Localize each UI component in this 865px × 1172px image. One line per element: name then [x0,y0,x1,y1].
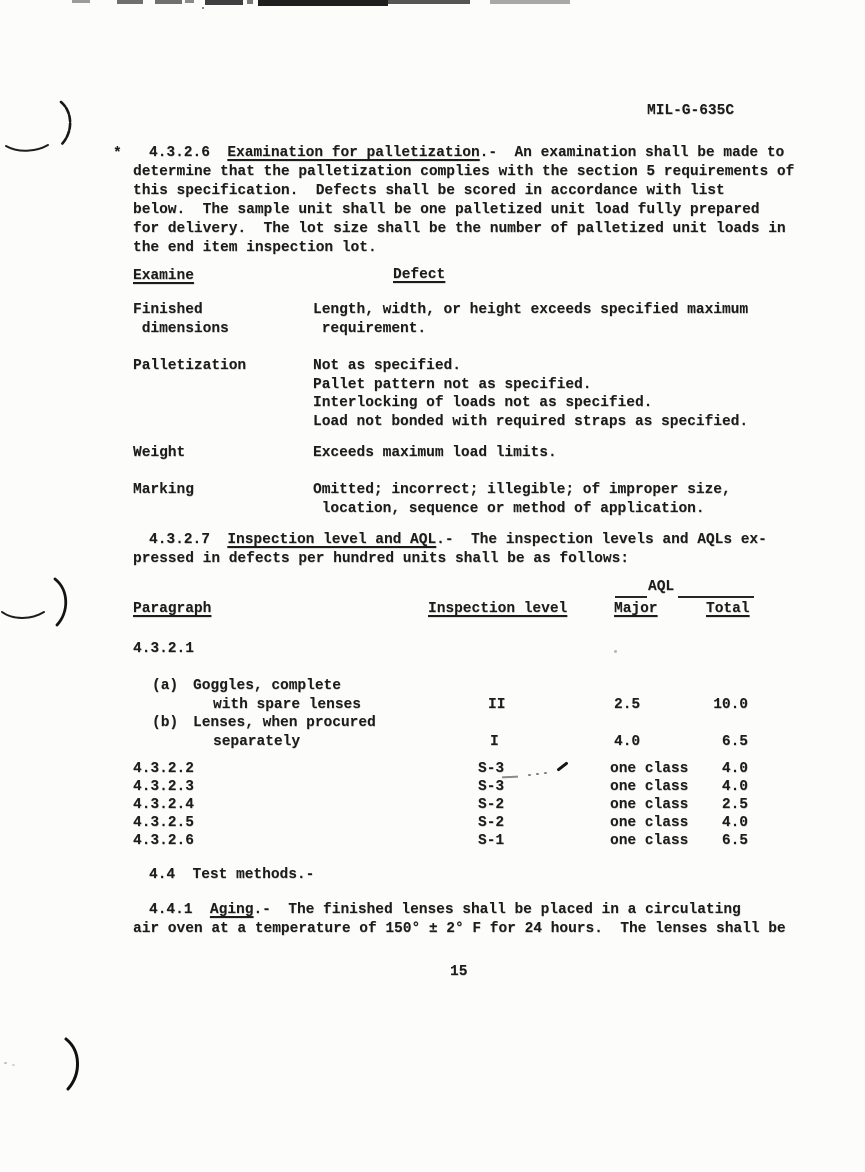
total-column-header: Total [706,601,750,617]
scan-artifact [388,0,470,4]
paragraph-number: 4.3.2.7 [149,532,228,548]
inspection-level-cell: S-1 [478,833,505,849]
item-text: with spare lenses [213,697,361,713]
examine-cell: dimensions [133,321,229,337]
paragraph-cell: 4.3.2.4 [133,797,194,813]
aql-header-rule-right [678,596,754,598]
scan-artifact [72,0,90,3]
total-value: 6.5 [721,734,748,750]
paragraph-text: .- The finished lenses shall be placed in a circulating [253,902,741,918]
defect-cell: Omitted; incorrect; illegible; of improper size, [313,482,731,498]
paragraph-line [133,531,767,550]
paragraph-line: below. The sample unit shall be one palletized unit load fully prepared [133,202,760,218]
handwritten-paren-mark [60,1036,86,1092]
defect-cell: Load not bonded with required straps as specified. [313,414,749,430]
paragraph-text: .- The inspection levels and AQLs ex- [436,532,767,548]
paragraph-title: Examination for palletization [227,145,480,161]
paragraph-cell: 4.3.2.5 [133,815,194,831]
scan-artifact [155,0,182,4]
aql-group-header: AQL [648,579,675,595]
total-aql-cell [690,832,748,851]
handwritten-dash-mark [4,140,50,156]
paragraph-441 [133,901,786,939]
major-aql-cell: 4.0 [614,734,641,750]
paragraph-number: 4.4.1 [149,902,210,918]
paragraph-4327 [133,531,767,569]
total-aql-cell [690,796,748,815]
pencil-mark [536,773,539,775]
paragraph-line [133,144,794,163]
inspection-level-column-header: Inspection level [428,601,568,617]
defect-cell: Not as specified. [313,358,461,374]
pencil-mark [556,761,568,771]
paragraph-cell: 4.3.2.6 [133,833,194,849]
scan-artifact [247,0,253,4]
scan-artifact [258,0,388,6]
paragraph-line: determine that the palletization complies with the section 5 requirements of [133,164,795,180]
paragraph-4326 [133,144,794,258]
scan-speck [4,1062,7,1064]
total-value: 10.0 [713,697,748,713]
defect-cell: Interlocking of loads not as specified. [313,395,653,411]
paragraph-text: .- An examination shall be made to [479,145,785,161]
examine-column-header: Examine [133,268,194,284]
inspection-level-cell: I [490,734,499,750]
scan-artifact [490,0,570,4]
examine-cell: Palletization [133,358,247,374]
major-aql-cell: one class [610,797,689,813]
defect-cell: Exceeds maximum load limits. [313,445,557,461]
total-aql-cell [690,778,748,797]
aql-header-rule-left [615,596,647,598]
major-aql-cell: one class [610,761,689,777]
total-aql-cell [690,733,748,752]
scan-speck [202,7,204,9]
total-value: 2.5 [721,797,748,813]
defect-cell: requirement. [313,321,427,337]
examine-cell: Weight [133,445,186,461]
page-number: 15 [450,964,468,980]
major-aql-cell: 2.5 [614,697,641,713]
inspection-level-cell: S-3 [478,779,505,795]
total-aql-cell [690,696,748,715]
paragraph-column-header: Paragraph [133,601,212,617]
total-aql-cell [690,760,748,779]
major-aql-cell: one class [610,815,689,831]
item-tag: (a) [152,678,179,694]
paragraph-title: Inspection level and AQL [227,532,437,548]
major-column-header: Major [614,601,658,617]
item-text: Lenses, when procured [193,715,376,731]
item-tag: (b) [152,715,179,731]
paragraph-title: Aging [209,902,254,918]
paragraph-line: air oven at a temperature of 150° ± 2° F for 24 hours. The lenses shall be [133,921,786,937]
total-value: 6.5 [721,833,748,849]
major-aql-cell: one class [610,779,689,795]
scan-speck [614,650,617,653]
scan-speck [12,1064,15,1066]
item-text: Goggles, complete [193,678,341,694]
defect-cell: Length, width, or height exceeds specified maximum [313,302,749,318]
inspection-level-cell: S-3 [478,761,505,777]
inspection-level-cell: S-2 [478,815,505,831]
total-value: 4.0 [721,815,748,831]
pencil-mark [528,774,531,776]
pencil-mark [544,772,547,774]
examine-cell: Finished [133,302,203,318]
total-value: 4.0 [721,761,748,777]
paragraph-line: the end item inspection lot. [133,240,377,256]
handwritten-dash-mark [0,606,46,624]
paragraph-number: 4.3.2.6 [149,145,228,161]
defect-cell: location, sequence or method of application. [313,501,705,517]
paragraph-line [133,901,786,920]
total-value: 4.0 [721,779,748,795]
paragraph-line: pressed in defects per hundred units shall be as follows: [133,551,629,567]
defect-cell: Pallet pattern not as specified. [313,377,592,393]
handwritten-paren-mark [50,576,74,628]
scan-artifact [185,0,194,3]
major-aql-cell: one class [610,833,689,849]
change-marker-asterisk: * [113,146,122,162]
scan-artifact [205,0,243,5]
inspection-level-cell: II [488,697,506,713]
paragraph-line: this specification. Defects shall be scored in accordance with list [133,183,725,199]
paragraph-cell: 4.3.2.2 [133,761,194,777]
item-text: separately [213,734,301,750]
pencil-mark [502,776,518,779]
paragraph-44: 4.4 Test methods.- [149,867,315,883]
paragraph-cell: 4.3.2.3 [133,779,194,795]
defect-column-header: Defect [393,267,446,283]
total-aql-cell [690,814,748,833]
handwritten-paren-mark [56,99,78,147]
paragraph-line: for delivery. The lot size shall be the number of palletized unit loads in [133,221,786,237]
section-label: 4.3.2.1 [133,641,194,657]
scan-artifact [117,0,143,4]
examine-cell: Marking [133,482,194,498]
inspection-level-cell: S-2 [478,797,505,813]
doc-id: MIL-G-635C [647,103,735,119]
